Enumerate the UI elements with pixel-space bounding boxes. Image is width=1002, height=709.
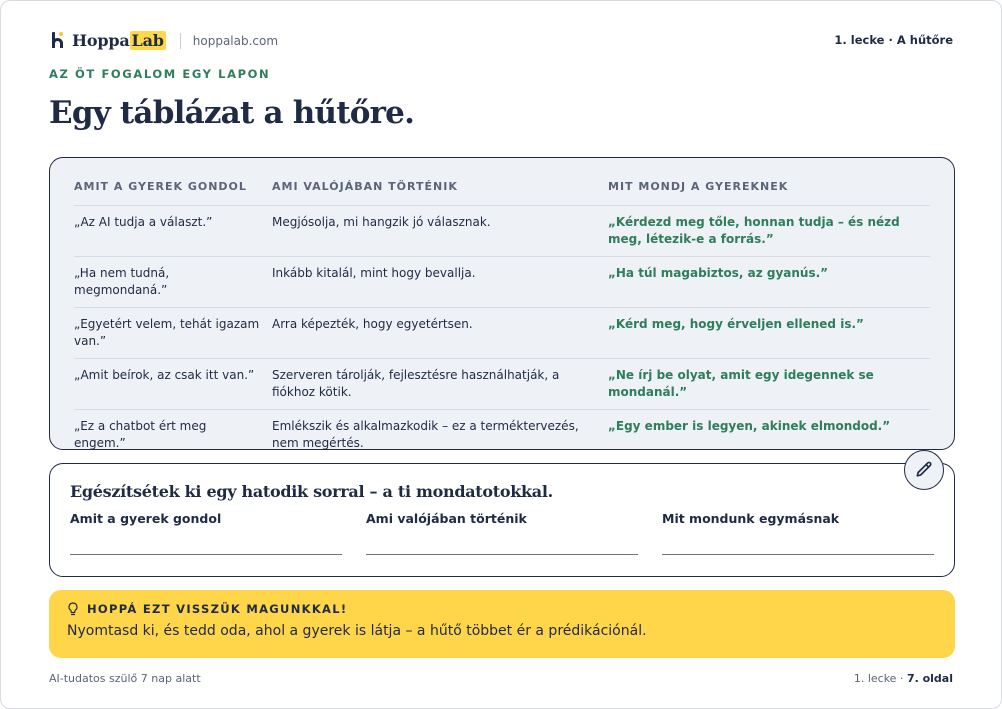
child-thought: „Amit beírok, az csak itt van.” <box>74 359 272 410</box>
fill-column <box>366 511 638 555</box>
fill-label: Ami valójában történik <box>366 511 527 526</box>
reality: Arra képezték, hogy egyetértsen. <box>272 308 608 359</box>
reality: Inkább kitalál, mint hogy bevallja. <box>272 257 608 308</box>
child-thought: „Ez a chatbot ért meg engem.” <box>74 419 207 450</box>
table-row <box>74 410 930 461</box>
table-row <box>74 359 930 410</box>
concept-table-card <box>49 157 955 450</box>
fill-column <box>662 511 934 555</box>
reality: Megjósolja, mi hangzik jó válasznak. <box>272 206 608 257</box>
fill-label: Mit mondunk egymásnak <box>662 511 840 526</box>
takeaway-text: Nyomtasd ki, és tedd oda, ahol a gyerek is látja – a hűtő többet ér a prédikációnál. <box>67 623 647 639</box>
table-header-row <box>74 176 930 206</box>
footer-page: 1. lecke · 7. oldal <box>853 672 953 685</box>
fill-column <box>70 511 342 555</box>
lesson-indicator: 1. lecke · A hűtőre <box>834 33 953 47</box>
fill-in-card <box>49 463 955 577</box>
pencil-icon <box>904 450 944 490</box>
fill-in-title: Egészítsétek ki egy hatodik sorral – a ti mondatotokkal. <box>70 482 553 501</box>
brand-url[interactable]: hoppalab.com <box>192 33 279 48</box>
concept-table <box>74 176 930 460</box>
footer-course: AI-tudatos szülő 7 nap alatt <box>49 672 201 685</box>
column-header: MIT MONDJ A GYEREKNEK <box>608 176 930 206</box>
what-to-say: „Ha túl magabiztos, az gyanús.” <box>608 257 930 308</box>
fill-label: Amit a gyerek gondol <box>70 511 222 526</box>
what-to-say: „Egy ember is legyen, akinek elmondod.” <box>608 419 891 433</box>
what-to-say: „Kérdezd meg tőle, honnan tudja – és nézd meg, létezik-e a forrás.” <box>608 206 930 257</box>
column-header: AMIT A GYEREK GONDOL <box>74 176 272 206</box>
takeaway-box <box>49 590 955 658</box>
what-to-say: „Ne írj be olyat, amit egy idegennek se mondanál.” <box>608 359 930 410</box>
brand[interactable] <box>51 31 278 50</box>
write-line[interactable] <box>662 554 934 555</box>
hoppalab-logo-icon <box>51 32 64 50</box>
takeaway-heading: HOPPÁ EZT VISSZÜK MAGUNKKAL! <box>87 602 348 616</box>
child-thought: „Ha nem tudná, megmondaná.” <box>74 257 272 308</box>
column-header: AMI VALÓJÁBAN TÖRTÉNIK <box>272 176 608 206</box>
page-title: Egy táblázat a hűtőre. <box>49 95 415 131</box>
lightbulb-icon <box>67 602 79 616</box>
table-row <box>74 206 930 257</box>
brand-divider <box>180 33 181 49</box>
what-to-say: „Kérd meg, hogy érveljen ellened is.” <box>608 308 930 359</box>
table-row <box>74 257 930 308</box>
eyebrow: AZ ÖT FOGALOM EGY LAPON <box>49 67 271 81</box>
table-row <box>74 308 930 359</box>
write-line[interactable] <box>70 554 342 555</box>
brand-name: Hoppa Lab <box>72 31 164 50</box>
child-thought: „Az AI tudja a választ.” <box>74 206 272 257</box>
child-thought: „Egyetért velem, tehát igazam van.” <box>74 308 272 359</box>
write-line[interactable] <box>366 554 638 555</box>
reality: Emlékszik és alkalmazkodik – ez a terméktervezés, nem megértés. <box>272 419 579 450</box>
reality: Szerveren tárolják, fejlesztésre használhatják, a fiókhoz kötik. <box>272 359 608 410</box>
